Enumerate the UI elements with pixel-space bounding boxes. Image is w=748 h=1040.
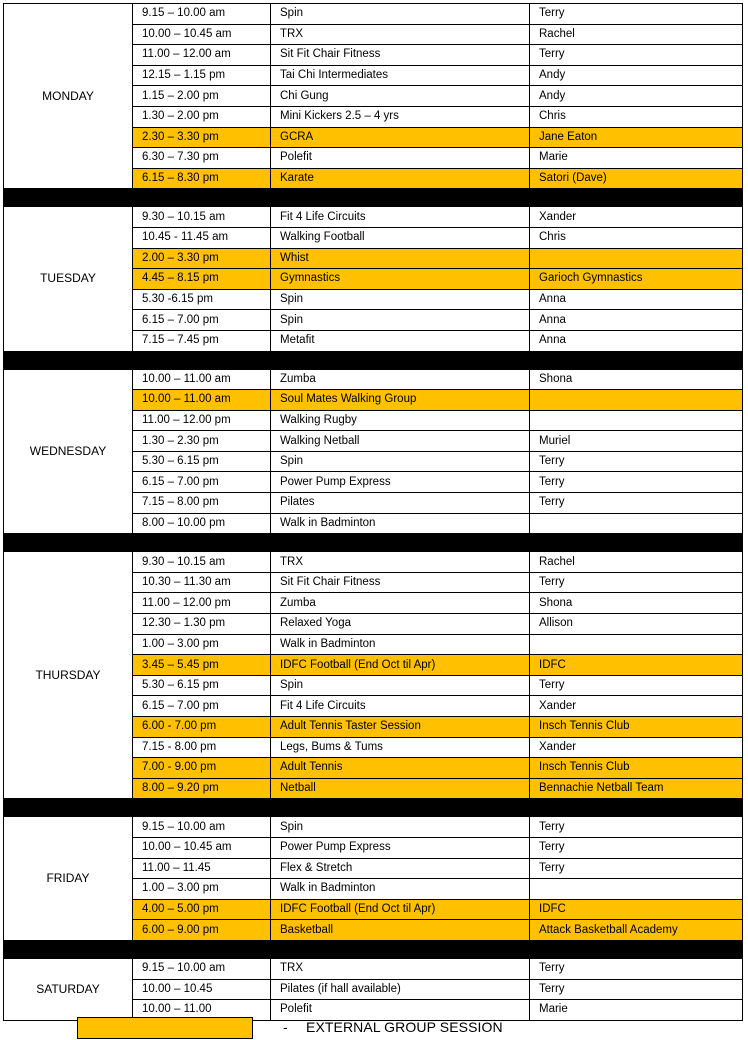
- session-time: 1.30 – 2.00 pm: [133, 106, 271, 127]
- session-instructor: Terry: [530, 979, 743, 1000]
- session-time: 10.00 – 11.00: [133, 1000, 271, 1021]
- session-row: [4, 4, 743, 25]
- session-row: [4, 369, 743, 390]
- session-instructor: Terry: [530, 4, 743, 25]
- session-instructor: Marie: [530, 1000, 743, 1021]
- day-separator: [4, 189, 743, 207]
- session-instructor: Terry: [530, 817, 743, 838]
- session-time: 8.00 – 9.20 pm: [133, 778, 271, 799]
- session-activity: GCRA: [271, 127, 530, 148]
- session-time: 5.30 – 6.15 pm: [133, 451, 271, 472]
- session-instructor: Terry: [530, 858, 743, 879]
- session-activity: Fit 4 Life Circuits: [271, 696, 530, 717]
- separator-cell: [133, 534, 271, 552]
- session-instructor: Terry: [530, 958, 743, 979]
- session-instructor: Shona: [530, 369, 743, 390]
- session-instructor: Bennachie Netball Team: [530, 778, 743, 799]
- session-time: 6.15 – 7.00 pm: [133, 696, 271, 717]
- session-activity: Walk in Badminton: [271, 513, 530, 534]
- session-instructor: [530, 634, 743, 655]
- session-time: 10.00 – 10.45 am: [133, 24, 271, 45]
- session-time: 7.00 - 9.00 pm: [133, 758, 271, 779]
- session-time: 11.00 – 11.45: [133, 858, 271, 879]
- separator-cell: [530, 189, 743, 207]
- day-separator: [4, 351, 743, 369]
- session-instructor: Xander: [530, 696, 743, 717]
- session-time: 6.30 – 7.30 pm: [133, 148, 271, 169]
- session-activity: Zumba: [271, 369, 530, 390]
- separator-cell: [271, 189, 530, 207]
- session-time: 6.00 – 9.00 pm: [133, 920, 271, 941]
- day-label: SATURDAY: [4, 958, 133, 1020]
- session-time: 6.00 - 7.00 pm: [133, 717, 271, 738]
- session-time: 10.00 – 10.45: [133, 979, 271, 1000]
- session-time: 6.15 – 8.30 pm: [133, 168, 271, 189]
- session-activity: Chi Gung: [271, 86, 530, 107]
- session-time: 1.00 – 3.00 pm: [133, 879, 271, 900]
- session-instructor: Xander: [530, 737, 743, 758]
- session-time: 3.45 – 5.45 pm: [133, 655, 271, 676]
- session-activity: Spin: [271, 4, 530, 25]
- session-time: 7.15 – 8.00 pm: [133, 493, 271, 514]
- session-activity: TRX: [271, 958, 530, 979]
- session-instructor: Rachel: [530, 24, 743, 45]
- session-instructor: Terry: [530, 572, 743, 593]
- session-time: 11.00 – 12.00 pm: [133, 410, 271, 431]
- session-time: 11.00 – 12.00 pm: [133, 593, 271, 614]
- separator-cell: [271, 940, 530, 958]
- session-instructor: [530, 513, 743, 534]
- session-time: 8.00 – 10.00 pm: [133, 513, 271, 534]
- separator-cell: [4, 189, 133, 207]
- session-time: 12.15 – 1.15 pm: [133, 65, 271, 86]
- session-activity: Spin: [271, 675, 530, 696]
- session-time: 6.15 – 7.00 pm: [133, 310, 271, 331]
- separator-cell: [4, 799, 133, 817]
- timetable-body: [4, 4, 743, 1021]
- session-instructor: Terry: [530, 837, 743, 858]
- session-activity: Pilates: [271, 493, 530, 514]
- session-activity: Walking Football: [271, 227, 530, 248]
- legend-label: EXTERNAL GROUP SESSION: [306, 1019, 503, 1035]
- session-instructor: Anna: [530, 310, 743, 331]
- session-activity: Sit Fit Chair Fitness: [271, 45, 530, 66]
- day-separator: [4, 534, 743, 552]
- session-time: 1.30 – 2.30 pm: [133, 431, 271, 452]
- session-time: 9.15 – 10.00 am: [133, 4, 271, 25]
- session-activity: Polefit: [271, 1000, 530, 1021]
- separator-cell: [133, 940, 271, 958]
- separator-cell: [271, 351, 530, 369]
- session-activity: Gymnastics: [271, 269, 530, 290]
- session-instructor: Marie: [530, 148, 743, 169]
- separator-cell: [271, 799, 530, 817]
- session-activity: Spin: [271, 817, 530, 838]
- session-row: [4, 207, 743, 228]
- session-time: 4.00 – 5.00 pm: [133, 899, 271, 920]
- session-instructor: Satori (Dave): [530, 168, 743, 189]
- session-instructor: Rachel: [530, 552, 743, 573]
- session-instructor: [530, 390, 743, 411]
- separator-cell: [133, 799, 271, 817]
- session-instructor: Terry: [530, 493, 743, 514]
- session-activity: Adult Tennis: [271, 758, 530, 779]
- separator-cell: [530, 940, 743, 958]
- session-instructor: Terry: [530, 45, 743, 66]
- session-instructor: Insch Tennis Club: [530, 717, 743, 738]
- day-separator: [4, 799, 743, 817]
- external-session-color-swatch: [77, 1017, 253, 1039]
- day-label: THURSDAY: [4, 552, 133, 799]
- session-activity: Power Pump Express: [271, 472, 530, 493]
- session-time: 1.15 – 2.00 pm: [133, 86, 271, 107]
- separator-cell: [4, 351, 133, 369]
- session-time: 10.00 – 10.45 am: [133, 837, 271, 858]
- session-row: [4, 552, 743, 573]
- session-time: 9.30 – 10.15 am: [133, 552, 271, 573]
- session-activity: Spin: [271, 289, 530, 310]
- weekly-timetable: [3, 3, 743, 1021]
- session-activity: Mini Kickers 2.5 – 4 yrs: [271, 106, 530, 127]
- session-instructor: Shona: [530, 593, 743, 614]
- session-time: 2.30 – 3.30 pm: [133, 127, 271, 148]
- day-separator: [4, 940, 743, 958]
- session-activity: Zumba: [271, 593, 530, 614]
- day-label: FRIDAY: [4, 817, 133, 941]
- session-instructor: [530, 879, 743, 900]
- separator-cell: [271, 534, 530, 552]
- session-instructor: Terry: [530, 675, 743, 696]
- session-activity: IDFC Football (End Oct til Apr): [271, 899, 530, 920]
- session-row: [4, 817, 743, 838]
- session-activity: Pilates (if hall available): [271, 979, 530, 1000]
- session-time: 2.00 – 3.30 pm: [133, 248, 271, 269]
- session-row: [4, 958, 743, 979]
- session-activity: Basketball: [271, 920, 530, 941]
- legend-dash: -: [283, 1019, 288, 1035]
- session-activity: Power Pump Express: [271, 837, 530, 858]
- session-instructor: IDFC: [530, 899, 743, 920]
- session-instructor: [530, 410, 743, 431]
- session-activity: TRX: [271, 552, 530, 573]
- session-instructor: Xander: [530, 207, 743, 228]
- session-instructor: Insch Tennis Club: [530, 758, 743, 779]
- session-time: 7.15 - 8.00 pm: [133, 737, 271, 758]
- session-instructor: Allison: [530, 614, 743, 635]
- separator-cell: [530, 799, 743, 817]
- session-instructor: IDFC: [530, 655, 743, 676]
- session-instructor: Muriel: [530, 431, 743, 452]
- session-time: 9.30 – 10.15 am: [133, 207, 271, 228]
- session-activity: Walking Netball: [271, 431, 530, 452]
- session-activity: Netball: [271, 778, 530, 799]
- day-label: TUESDAY: [4, 207, 133, 351]
- session-activity: TRX: [271, 24, 530, 45]
- separator-cell: [530, 534, 743, 552]
- session-instructor: Jane Eaton: [530, 127, 743, 148]
- session-time: 5.30 – 6.15 pm: [133, 675, 271, 696]
- session-activity: Legs, Bums & Tums: [271, 737, 530, 758]
- session-instructor: Andy: [530, 86, 743, 107]
- session-activity: Walk in Badminton: [271, 879, 530, 900]
- day-label: MONDAY: [4, 4, 133, 189]
- session-instructor: Anna: [530, 289, 743, 310]
- session-activity: Tai Chi Intermediates: [271, 65, 530, 86]
- separator-cell: [133, 351, 271, 369]
- session-instructor: [530, 248, 743, 269]
- session-activity: Soul Mates Walking Group: [271, 390, 530, 411]
- session-activity: Fit 4 Life Circuits: [271, 207, 530, 228]
- session-activity: Flex & Stretch: [271, 858, 530, 879]
- session-instructor: Chris: [530, 227, 743, 248]
- session-instructor: Attack Basketball Academy: [530, 920, 743, 941]
- session-instructor: Garioch Gymnastics: [530, 269, 743, 290]
- session-activity: Metafit: [271, 330, 530, 351]
- session-activity: Spin: [271, 310, 530, 331]
- session-activity: Polefit: [271, 148, 530, 169]
- session-time: 5.30 -6.15 pm: [133, 289, 271, 310]
- separator-cell: [4, 940, 133, 958]
- session-instructor: Chris: [530, 106, 743, 127]
- session-activity: Karate: [271, 168, 530, 189]
- session-time: 9.15 – 10.00 am: [133, 958, 271, 979]
- session-time: 10.00 – 11.00 am: [133, 369, 271, 390]
- session-time: 11.00 – 12.00 am: [133, 45, 271, 66]
- session-time: 6.15 – 7.00 pm: [133, 472, 271, 493]
- session-activity: Spin: [271, 451, 530, 472]
- session-time: 9.15 – 10.00 am: [133, 817, 271, 838]
- session-activity: Sit Fit Chair Fitness: [271, 572, 530, 593]
- session-time: 10.30 – 11.30 am: [133, 572, 271, 593]
- session-time: 12.30 – 1.30 pm: [133, 614, 271, 635]
- separator-cell: [4, 534, 133, 552]
- session-activity: IDFC Football (End Oct til Apr): [271, 655, 530, 676]
- session-time: 4.45 – 8.15 pm: [133, 269, 271, 290]
- session-instructor: Anna: [530, 330, 743, 351]
- session-time: 7.15 – 7.45 pm: [133, 330, 271, 351]
- separator-cell: [133, 189, 271, 207]
- session-activity: Adult Tennis Taster Session: [271, 717, 530, 738]
- separator-cell: [530, 351, 743, 369]
- session-activity: Relaxed Yoga: [271, 614, 530, 635]
- session-time: 10.00 – 11.00 am: [133, 390, 271, 411]
- session-instructor: Terry: [530, 451, 743, 472]
- session-instructor: Terry: [530, 472, 743, 493]
- day-label: WEDNESDAY: [4, 369, 133, 534]
- session-time: 1.00 – 3.00 pm: [133, 634, 271, 655]
- session-activity: Whist: [271, 248, 530, 269]
- session-activity: Walking Rugby: [271, 410, 530, 431]
- session-time: 10.45 - 11.45 am: [133, 227, 271, 248]
- session-instructor: Andy: [530, 65, 743, 86]
- session-activity: Walk in Badminton: [271, 634, 530, 655]
